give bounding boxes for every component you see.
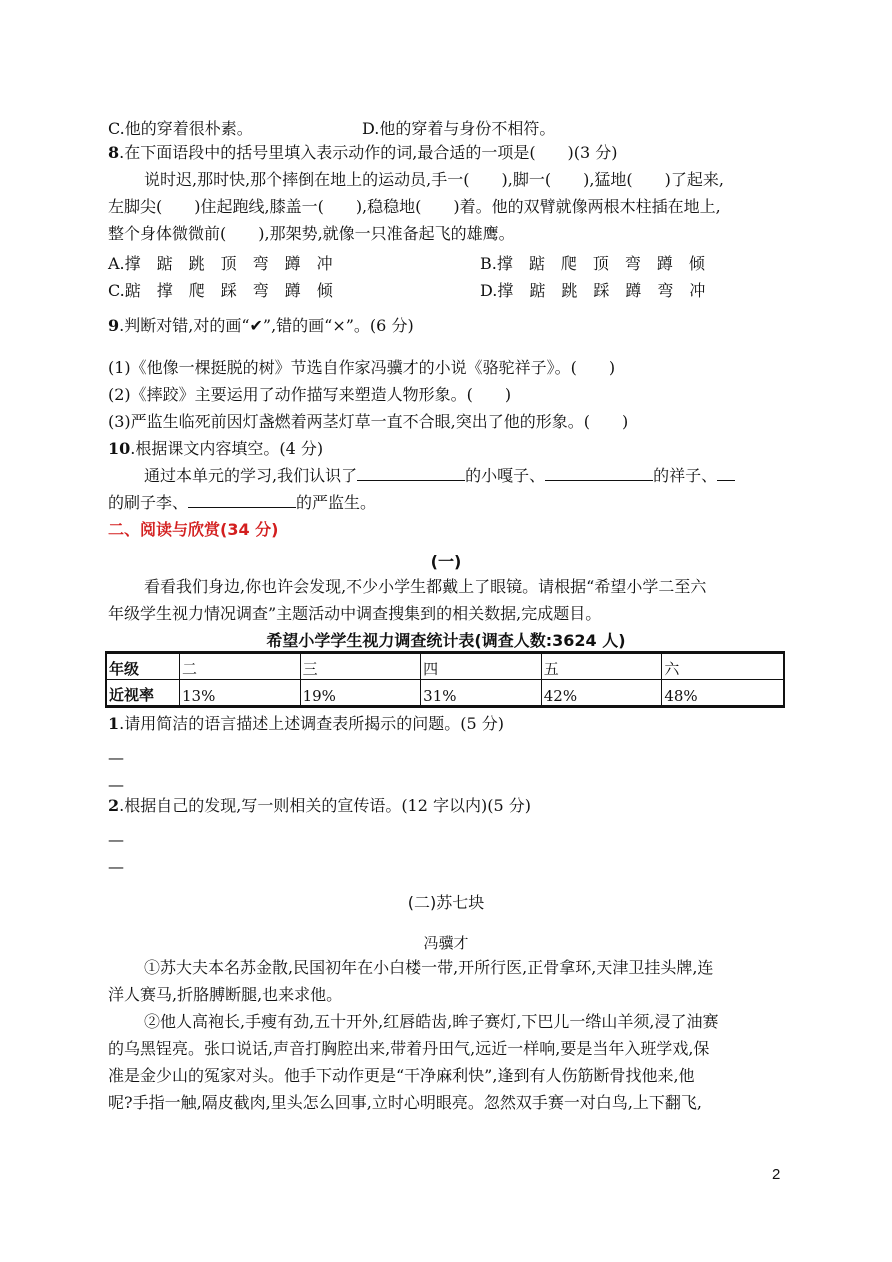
row-header-grade: 年级 [106, 653, 180, 680]
part1-question-2: 2.根据自己的发现,写一则相关的宣传语。(12 字以内)(5 分) [108, 796, 531, 815]
table-cell: 六 [662, 653, 784, 680]
q8-option-a: A.撑 踮 跳 顶 弯 蹲 冲 [108, 254, 333, 273]
section-heading: 二、阅读与欣赏(34 分) [108, 520, 279, 539]
answer-line[interactable]: — [108, 748, 124, 767]
fill-blank[interactable] [717, 466, 735, 481]
q8-passage-line-1: 说时迟,那时快,那个摔倒在地上的运动员,手一( ),脚一( ),猛地( )了起来, [144, 170, 724, 189]
part2-paragraph-1-line-1: ①苏大夫本名苏金散,民国初年在小白楼一带,开所行医,正骨拿环,天津卫挂头牌,连 [144, 958, 714, 977]
part1-intro-line-1: 看看我们身边,你也许会发现,不少小学生都戴上了眼镜。请根据“希望小学二至六 [144, 577, 707, 596]
q8-option-c: C.踮 撑 爬 踩 弯 蹲 倾 [108, 281, 333, 300]
fill-blank[interactable] [188, 493, 296, 508]
q8-passage-line-2: 左脚尖( )住起跑线,膝盖一( ),稳稳地( )着。他的双臂就像两根木柱插在地上, [108, 197, 721, 216]
table-cell: 二 [180, 653, 301, 680]
q9-item-1: (1)《他像一棵挺脱的树》节选自作家冯骥才的小说《骆驼祥子》。( ) [108, 358, 616, 377]
q7-option-d: D.他的穿着与身份不相符。 [362, 119, 556, 138]
q7-option-c: C.他的穿着很朴素。 [108, 119, 253, 138]
q9-item-2: (2)《摔跤》主要运用了动作描写来塑造人物形象。( ) [108, 385, 512, 404]
answer-line[interactable]: — [108, 857, 124, 876]
q8-passage-line-3: 整个身体微微前( ),那架势,就像一只准备起飞的雄鹰。 [108, 224, 515, 243]
fill-blank[interactable] [545, 466, 653, 481]
table-cell: 31% [421, 680, 542, 707]
part2-paragraph-2-line-2: 的乌黑锃亮。张口说话,声音打胸腔出来,带着丹田气,远近一样响,要是当年入班学戏,保 [108, 1039, 710, 1058]
vision-survey-table [105, 651, 785, 708]
table-cell: 48% [662, 680, 784, 707]
table-cell: 五 [541, 653, 662, 680]
part2-paragraph-2-line-3: 准是金少山的冤家对头。他手下动作更是“干净麻利快”,逢到有人伤筋断骨找他来,他 [108, 1066, 695, 1085]
table-cell: 三 [300, 653, 421, 680]
table-title: 希望小学学生视力调查统计表(调查人数:3624 人) [266, 631, 626, 650]
part2-paragraph-2-line-4: 呢?手指一触,隔皮截肉,里头怎么回事,立时心明眼亮。忽然双手赛一对白鸟,上下翻飞, [108, 1093, 703, 1112]
fill-blank[interactable] [357, 466, 465, 481]
part1-intro-line-2: 年级学生视力情况调查”主题活动中调查搜集到的相关数据,完成题目。 [108, 604, 602, 623]
table-cell: 13% [180, 680, 301, 707]
q9-item-3: (3)严监生临死前因灯盏燃着两茎灯草一直不合眼,突出了他的形象。( ) [108, 412, 629, 431]
q8-stem: 8.在下面语段中的括号里填入表示动作的词,最合适的一项是( )(3 分) [108, 143, 618, 162]
q9-stem: 9.判断对错,对的画“✔”,错的画“×”。(6 分) [108, 316, 414, 335]
table-cell: 19% [300, 680, 421, 707]
q10-line-1: 通过本单元的学习,我们认识了 的小嘎子、 的祥子、 [144, 466, 735, 486]
part2-paragraph-1-line-2: 洋人赛马,折胳膊断腿,也来求他。 [108, 985, 343, 1004]
answer-line[interactable]: — [108, 830, 124, 849]
table-cell: 四 [421, 653, 542, 680]
q8-option-b: B.撑 踮 爬 顶 弯 蹲 倾 [480, 254, 705, 273]
part1-question-1: 1.请用简洁的语言描述上述调查表所揭示的问题。(5 分) [108, 714, 504, 733]
q10-stem: 10.根据课文内容填空。(4 分) [108, 439, 324, 458]
row-header-myopia-rate: 近视率 [106, 680, 180, 707]
part2-paragraph-2-line-1: ②他人高袍长,手瘦有劲,五十开外,红唇皓齿,眸子赛灯,下巴儿一绺山羊须,浸了油赛 [144, 1012, 719, 1031]
part1-title: (一) [430, 552, 462, 571]
table-cell: 42% [541, 680, 662, 707]
part2-author: 冯骥才 [423, 934, 469, 952]
answer-line[interactable]: — [108, 775, 124, 794]
part2-title: (二)苏七块 [407, 893, 485, 912]
q8-option-d: D.撑 踮 跳 踩 蹲 弯 冲 [480, 281, 706, 300]
table-row [106, 680, 784, 707]
table-row [106, 653, 784, 680]
page-number: 2 [772, 1166, 781, 1183]
q10-line-2: 的刷子李、 的严监生。 [108, 493, 377, 512]
